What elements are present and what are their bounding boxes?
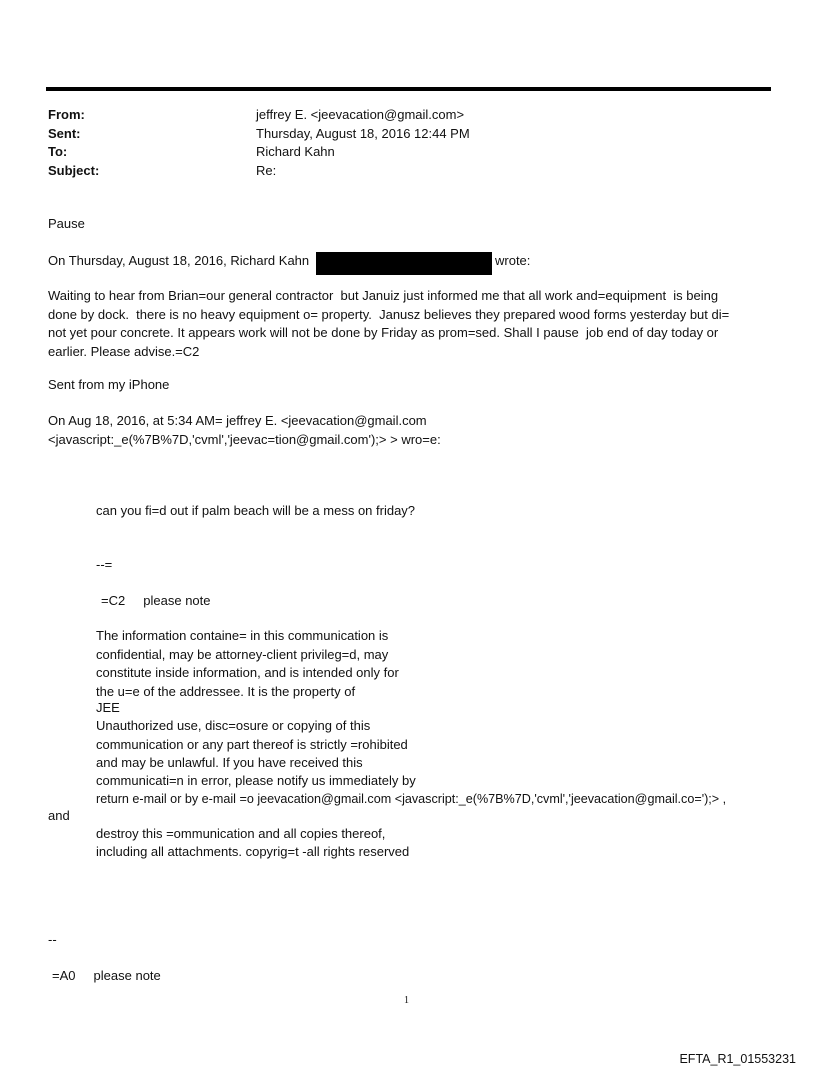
and-word: and xyxy=(48,808,70,823)
disclaimer-line: and may be unlawful. If you have received this xyxy=(96,754,363,770)
disclaimer-line: communicati=n in error, please notify us immediately by xyxy=(96,772,416,788)
kahn-line: earlier. Please advise.=C2 xyxy=(48,343,200,359)
disclaimer-line: return e-mail or by e-mail =o jeevacation@gmail.com <javascript:_e(%7B%7D,'cvml','jeevacation@gmail.co=');> , xyxy=(96,791,727,806)
orig-intro-line: <javascript:_e(%7B%7D,'cvml','jeevac=tion@gmail.com');> > wro=e: xyxy=(48,431,441,447)
orig-intro-line: On Aug 18, 2016, at 5:34 AM= jeffrey E. <jeevacation@gmail.com xyxy=(48,413,427,428)
from-label: From: xyxy=(48,107,85,122)
document-id: EFTA_R1_01553231 xyxy=(679,1052,796,1066)
signature-note: =A0 please note xyxy=(52,968,161,983)
to-row xyxy=(48,143,748,162)
disclaimer-line: the u=e of the addressee. It is the property of xyxy=(96,683,356,699)
kahn-line: not yet pour concrete. It appears work will not be done by Friday as prom=sed. Shall I pause job end of day today or xyxy=(48,325,719,340)
reply-text: Pause xyxy=(48,216,85,231)
signature-note: =C2 please note xyxy=(101,593,211,608)
subject-label: Subject: xyxy=(48,162,100,178)
disclaimer-line: JEE xyxy=(96,700,120,715)
to-label: To: xyxy=(48,144,68,159)
quote-intro-after: wrote: xyxy=(495,253,531,268)
quote-intro-before: On Thursday, August 18, 2016, Richard Kahn xyxy=(48,253,310,268)
disclaimer-line: including all attachments. copyrig=t -all rights reserved xyxy=(96,844,410,859)
disclaimer-line: confidential, may be attorney-client privileg=d, may xyxy=(96,646,389,662)
top-rule xyxy=(46,87,771,91)
disclaimer-line: constitute inside information, and is intended only for xyxy=(96,665,399,680)
kahn-line: Waiting to hear from Brian=our general contractor but Januiz just informed me that all work and=equipment is being xyxy=(48,288,719,303)
redaction-bar xyxy=(316,252,492,275)
disclaimer-line: communication or any part thereof is strictly =rohibited xyxy=(96,736,408,752)
from-row xyxy=(48,106,748,125)
disclaimer-line: Unauthorized use, disc=osure or copying of this xyxy=(96,718,371,733)
signature-separator: --= xyxy=(96,557,113,572)
kahn-line: done by dock. there is no heavy equipment o= property. Janusz believes they prepared wood forms yesterday but di= xyxy=(48,306,730,322)
subject-row xyxy=(48,162,748,181)
sent-label: Sent: xyxy=(48,125,81,141)
email-header xyxy=(48,106,748,180)
from-value: jeffrey E. <jeevacation@gmail.com> xyxy=(256,107,465,122)
to-value: Richard Kahn xyxy=(256,144,335,159)
disclaimer-line: The information containe= in this communication is xyxy=(96,628,389,643)
sent-value: Thursday, August 18, 2016 12:44 PM xyxy=(256,125,470,141)
sent-row xyxy=(48,125,748,144)
signature-separator: -- xyxy=(48,932,57,947)
subject-value: Re: xyxy=(256,162,277,178)
question-line: can you fi=d out if palm beach will be a mess on friday? xyxy=(96,503,416,518)
disclaimer-line: destroy this =ommunication and all copies thereof, xyxy=(96,826,386,841)
page-number: 1 xyxy=(404,995,409,1006)
sent-from-line: Sent from my iPhone xyxy=(48,377,170,392)
